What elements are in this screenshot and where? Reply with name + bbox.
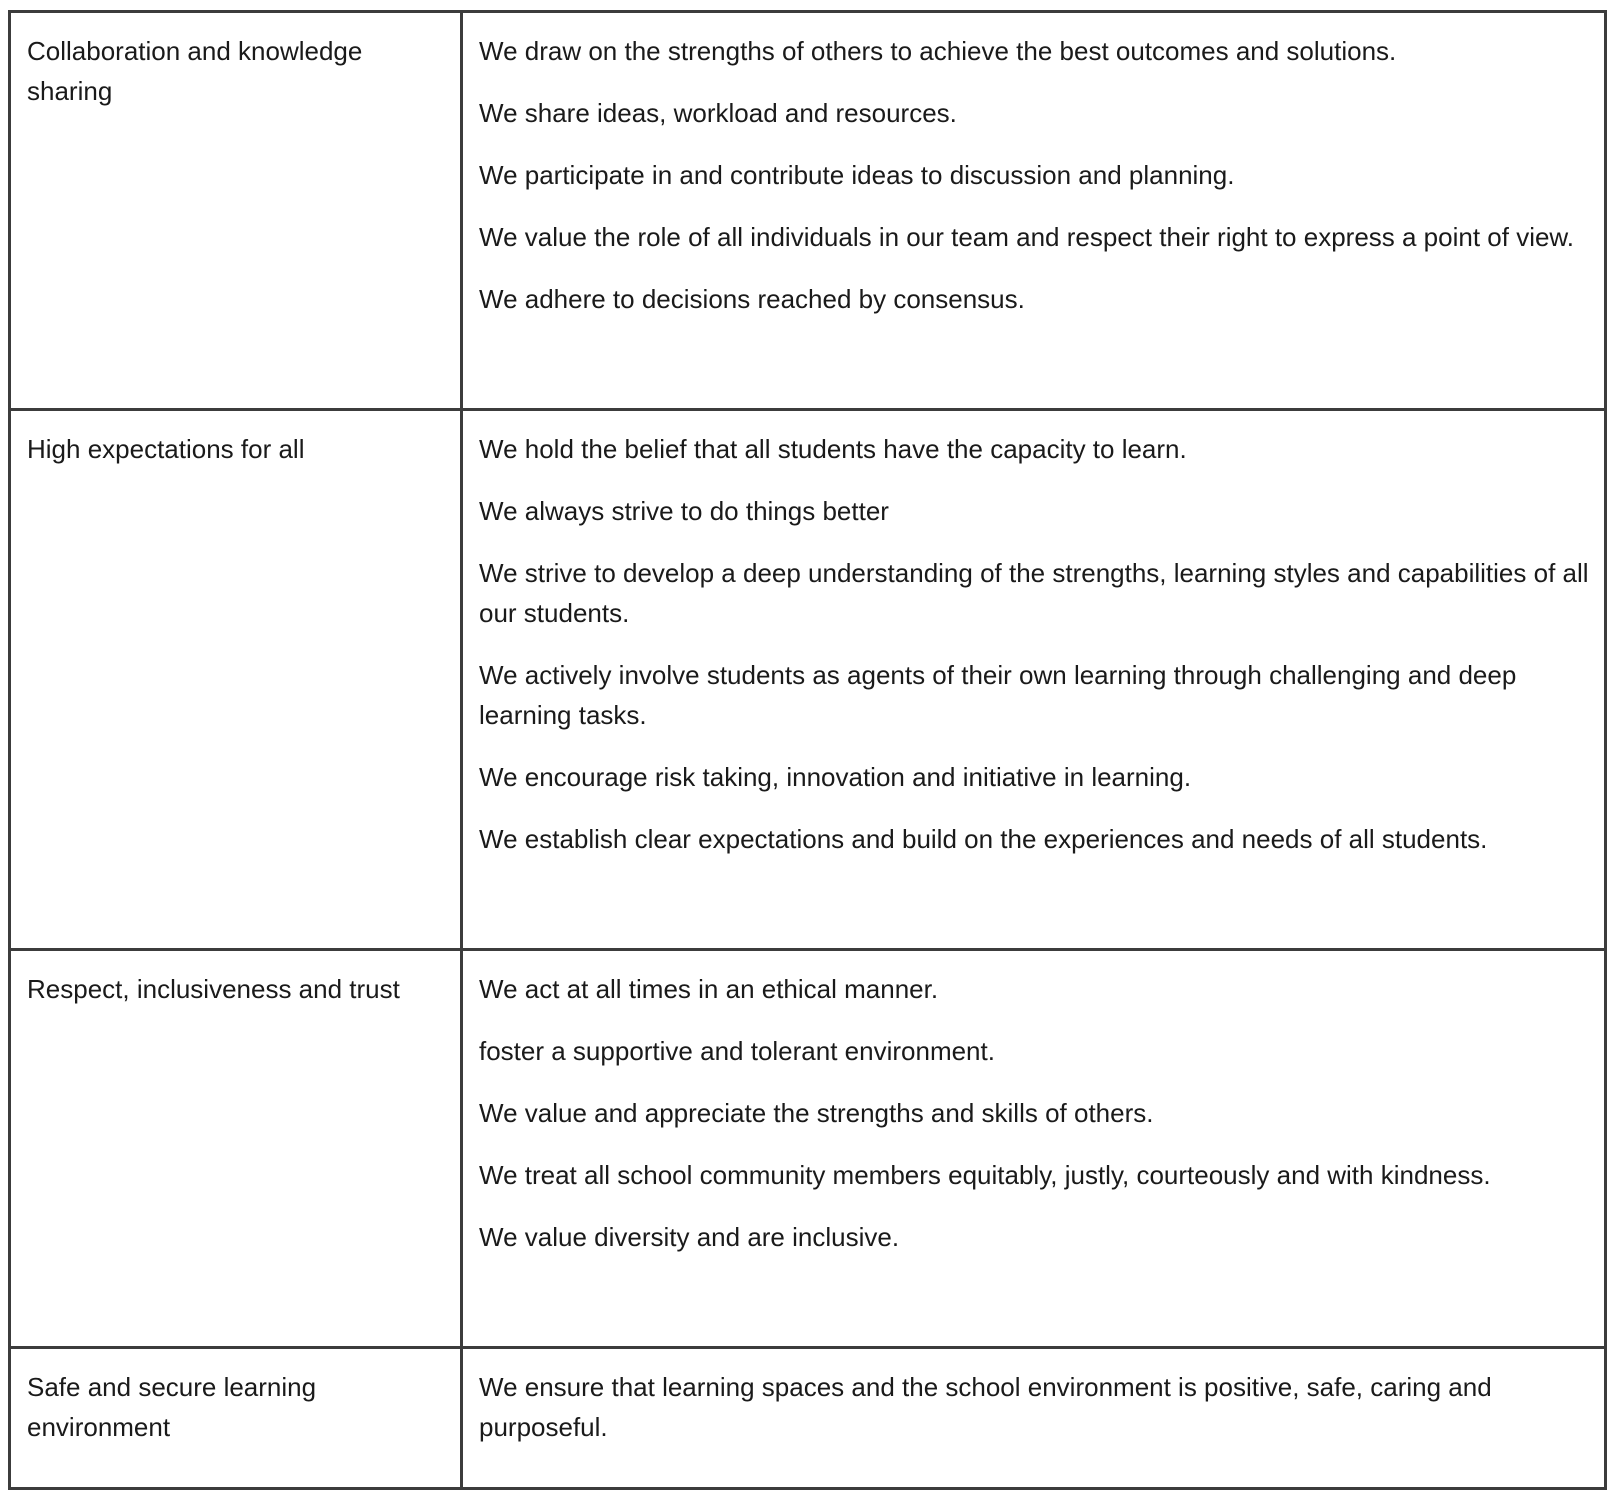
value-statements-cell — [462, 410, 1606, 950]
statement: We value diversity and are inclusive. — [479, 1222, 900, 1252]
table-row — [10, 950, 1606, 1348]
table-row — [10, 410, 1606, 950]
statement: We always strive to do things better — [479, 496, 889, 526]
statement: We actively involve students as agents of their own learning through challenging and deep learning tasks. — [479, 660, 1517, 730]
statement: We encourage risk taking, innovation and initiative in learning. — [479, 762, 1192, 792]
statement: We ensure that learning spaces and the school environment is positive, safe, caring and purposeful. — [479, 1372, 1492, 1442]
statement: We value and appreciate the strengths and skills of others. — [479, 1098, 1154, 1128]
statement: We value the role of all individuals in our team and respect their right to express a point of view. — [479, 222, 1574, 252]
statement: We share ideas, workload and resources. — [479, 98, 957, 128]
table-row — [10, 1348, 1606, 1489]
statement: We treat all school community members equitably, justly, courteously and with kindness. — [479, 1160, 1491, 1190]
statement: We adhere to decisions reached by consensus. — [479, 284, 1025, 314]
value-name-cell: Respect, inclusiveness and trust — [10, 950, 462, 1348]
statement: We draw on the strengths of others to achieve the best outcomes and solutions. — [479, 36, 1397, 66]
statement: We strive to develop a deep understanding of the strengths, learning styles and capabilities of all our students. — [479, 558, 1589, 628]
statement: We act at all times in an ethical manner. — [479, 974, 939, 1004]
value-name-cell: Collaboration and knowledge sharing — [10, 12, 462, 410]
value-statements-cell — [462, 1348, 1606, 1489]
statement: We hold the belief that all students have the capacity to learn. — [479, 434, 1187, 464]
statement: We participate in and contribute ideas to discussion and planning. — [479, 160, 1235, 190]
value-statements-cell — [462, 12, 1606, 410]
statement: foster a supportive and tolerant environment. — [479, 1036, 995, 1066]
table-row — [10, 12, 1606, 410]
statement: We establish clear expectations and build on the experiences and needs of all students. — [479, 824, 1488, 854]
value-name-cell: High expectations for all — [10, 410, 462, 950]
value-statements-cell — [462, 950, 1606, 1348]
value-name-cell: Safe and secure learning environment — [10, 1348, 462, 1489]
values-table — [8, 10, 1607, 1490]
